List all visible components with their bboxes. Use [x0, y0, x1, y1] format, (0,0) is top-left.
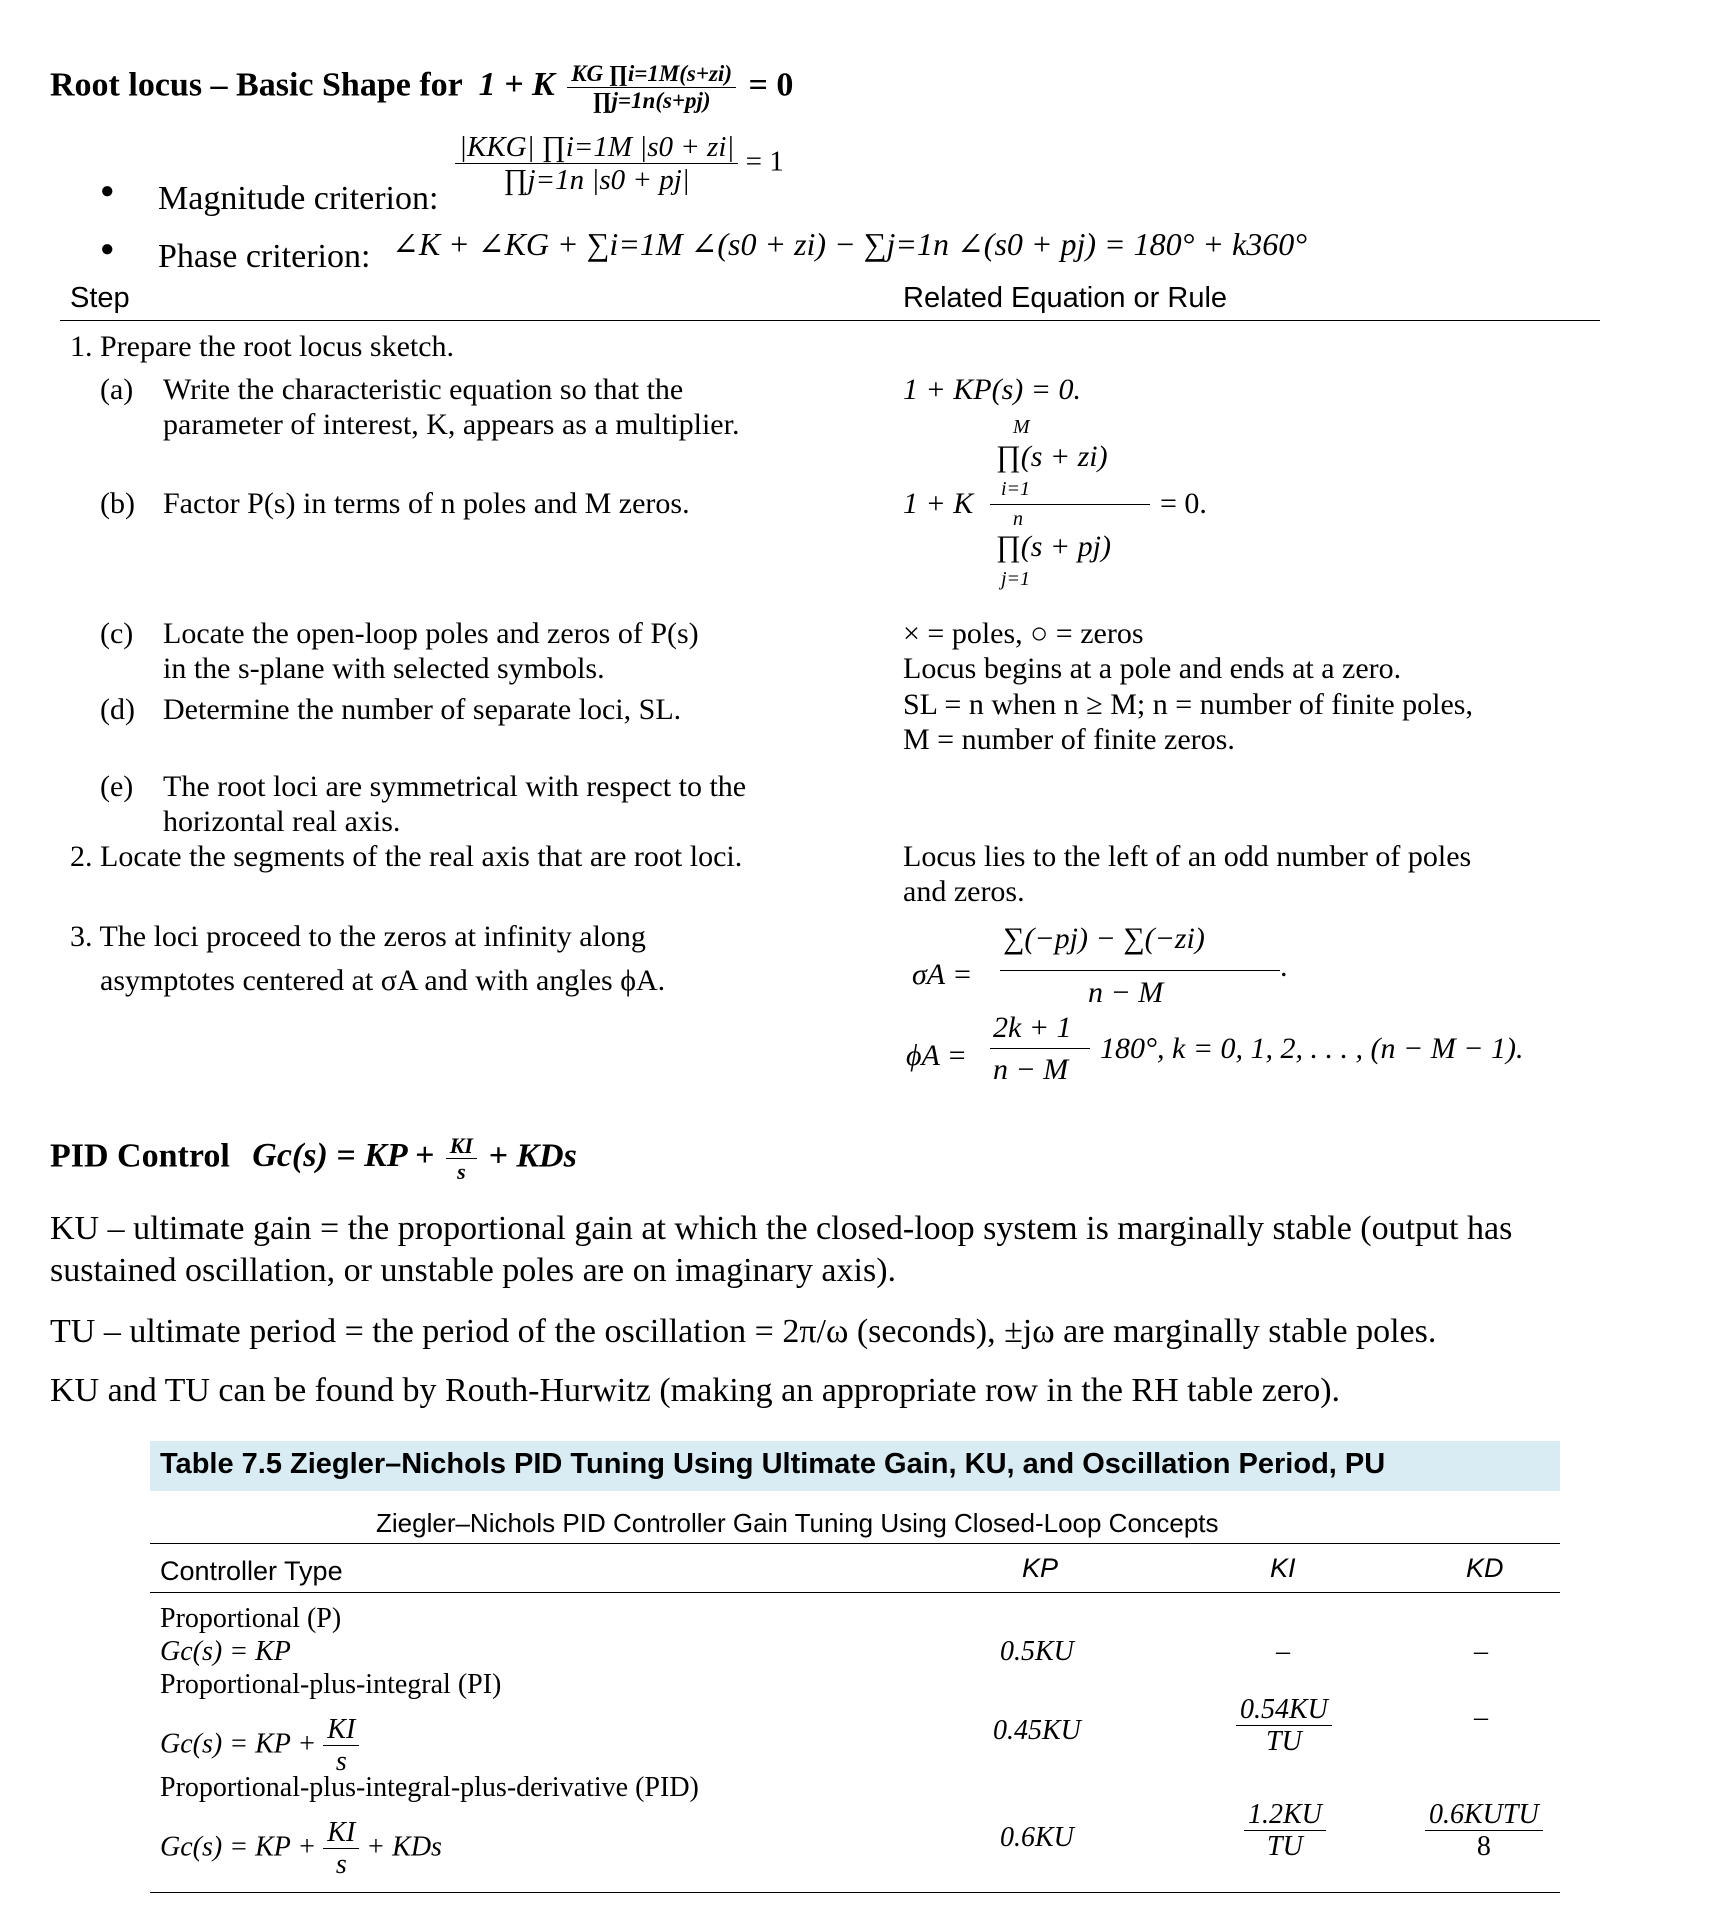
sigma-end: .	[1280, 950, 1288, 983]
zn-pid-eq	[160, 1818, 442, 1880]
zn-pid-kd-den: 8	[1476, 1831, 1491, 1863]
root-locus-heading-den: ∏j=1n(s+pj)	[592, 88, 711, 114]
zn-pid-kd-fraction	[1425, 1800, 1543, 1862]
magnitude-equation	[455, 132, 784, 196]
step-1a-label: (a)	[100, 373, 134, 406]
sigma-den: n − M	[1088, 976, 1164, 1009]
step-1d-label: (d)	[100, 693, 135, 726]
step-1a-rule: 1 + KP(s) = 0.	[903, 373, 1081, 406]
step-1b-rule-rhs: = 0.	[1160, 487, 1207, 520]
root-locus-heading-text: Root locus – Basic Shape for	[50, 66, 463, 104]
col-step-header: Step	[70, 282, 130, 314]
zn-pi-kd: –	[1474, 1702, 1488, 1733]
zn-p-eq: Gc(s) = KP	[160, 1636, 291, 1667]
step-1c-label: (c)	[100, 617, 134, 650]
prod-upper-bottom: i=1	[1001, 478, 1031, 500]
magnitude-label: Magnitude criterion:	[158, 180, 439, 217]
root-locus-heading-rhs: = 0	[748, 66, 794, 104]
step-2: 2. Locate the segments of the real axis that are root loci.	[70, 840, 743, 873]
zn-pid-name: Proportional-plus-integral-plus-derivative (PID)	[160, 1772, 699, 1803]
pid-heading-fraction	[446, 1134, 477, 1183]
zn-pid-eq-den: s	[335, 1849, 347, 1881]
step-1b-label: (b)	[100, 487, 135, 520]
zn-pid-kp: 0.6KU	[1000, 1822, 1074, 1853]
zn-pi-eq-a: Gc(s) = KP +	[160, 1728, 317, 1760]
step-1e-line2: horizontal real axis.	[163, 805, 401, 838]
step-1a-line2: parameter of interest, K, appears as a multiplier.	[163, 408, 740, 441]
zn-pi-name: Proportional-plus-integral (PI)	[160, 1669, 502, 1700]
step-1c-rule2: Locus begins at a pole and ends at a zero.	[903, 652, 1402, 685]
step-1c-rule: × = poles, ○ = zeros	[903, 617, 1144, 650]
zn-pi-eq-fraction	[323, 1715, 359, 1777]
zn-pi-ki-num: 0.54KU	[1236, 1695, 1332, 1726]
step-2-rule2: and zeros.	[903, 875, 1025, 908]
step-1b-rule-lhs: 1 + K	[903, 487, 974, 520]
sigma-num: ∑(−pj) − ∑(−zi)	[1003, 922, 1205, 955]
magnitude-den: ∏j=1n |s0 + pj|	[503, 164, 690, 197]
zn-pid-eq-a: Gc(s) = KP +	[160, 1831, 317, 1863]
zn-pi-ki-fraction	[1236, 1695, 1332, 1757]
zn-header-rule	[150, 1592, 1560, 1593]
zn-col-type: Controller Type	[160, 1556, 343, 1586]
pid-heading-eq-a: Gc(s) = KP +	[252, 1137, 435, 1175]
zn-pid-kd-num: 0.6KUTU	[1425, 1800, 1543, 1831]
step-1c-line2: in the s-plane with selected symbols.	[163, 652, 605, 685]
step-1e-label: (e)	[100, 770, 134, 803]
tu-line: TU – ultimate period = the period of the oscillation = 2π/ω (seconds), ±jω are marginally stable poles.	[50, 1313, 1437, 1350]
zn-pi-eq-num: KI	[323, 1715, 359, 1746]
zn-pi-eq-den: s	[335, 1746, 347, 1778]
steps-header-rule	[60, 320, 1600, 321]
pid-heading-num: KI	[446, 1134, 477, 1159]
pid-heading-den: s	[457, 1159, 466, 1185]
bullet-icon: ●	[100, 178, 115, 204]
phi-fraction-bar	[990, 1048, 1090, 1049]
zn-p-kp: 0.5KU	[1000, 1636, 1074, 1667]
zn-pid-eq-num: KI	[323, 1818, 359, 1849]
zn-pid-ki-fraction	[1244, 1800, 1326, 1862]
sigma-fraction-bar	[1000, 970, 1280, 971]
zn-table-title: Table 7.5 Ziegler–Nichols PID Tuning Using Ultimate Gain, KU, and Oscillation Period, PU	[160, 1448, 1386, 1480]
ku-line2: sustained oscillation, or unstable poles are on imaginary axis).	[50, 1252, 897, 1289]
zn-p-kd: –	[1474, 1636, 1488, 1667]
step-1c-line1: Locate the open-loop poles and zeros of P(s)	[163, 617, 699, 650]
rh-line: KU and TU can be found by Routh-Hurwitz (making an appropriate row in the RH table zero).	[50, 1372, 1341, 1409]
step-1b-text: Factor P(s) in terms of n poles and M zeros.	[163, 487, 690, 520]
bullet-icon: ●	[100, 236, 115, 262]
prod-lower-bottom: j=1	[1001, 568, 1031, 590]
step-2-rule1: Locus lies to the left of an odd number of poles	[903, 840, 1472, 873]
step-1d-rule1: SL = n when n ≥ M; n = number of finite poles,	[903, 688, 1473, 721]
phi-lhs: ϕA =	[906, 1039, 968, 1072]
magnitude-num: |KKG| ∏i=1M |s0 + zi|	[455, 132, 738, 164]
zn-bottom-rule	[150, 1892, 1560, 1893]
zn-col-kd: KD	[1466, 1553, 1504, 1583]
magnitude-rhs: = 1	[745, 145, 784, 178]
zn-pid-eq-b: + KDs	[366, 1831, 442, 1863]
phi-den: n − M	[993, 1053, 1069, 1086]
step-1b-fraction-bar	[990, 504, 1150, 505]
zn-subtitle-rule	[150, 1543, 1560, 1544]
pid-heading-eq-b: + KDs	[488, 1137, 577, 1175]
step-1d-text: Determine the number of separate loci, SL.	[163, 693, 682, 726]
root-locus-heading-num: KG ∏i=1M(s+zi)	[567, 62, 736, 88]
zn-pi-eq	[160, 1715, 359, 1777]
prod-upper-top: M	[1013, 416, 1030, 438]
zn-pi-ki-den: TU	[1266, 1726, 1302, 1758]
zn-pid-ki-den: TU	[1267, 1831, 1303, 1863]
step-3-line2: asymptotes centered at σA and with angles ϕA.	[100, 964, 666, 997]
zn-pid-ki	[1244, 1800, 1326, 1862]
sigma-lhs: σA =	[912, 958, 973, 991]
magnitude-fraction	[455, 132, 738, 196]
pid-heading-text: PID Control	[50, 1137, 230, 1175]
phase-equation: ∠K + ∠KG + ∑i=1M ∠(s0 + zi) − ∑j=1n ∠(s0 + pj) = 180° + k360°	[392, 226, 1308, 262]
step-3-line1: 3. The loci proceed to the zeros at infinity along	[70, 920, 646, 953]
zn-pid-kd	[1425, 1800, 1543, 1862]
zn-p-ki: –	[1276, 1636, 1290, 1667]
step-1d-rule2: M = number of finite zeros.	[903, 723, 1235, 756]
zn-pid-ki-num: 1.2KU	[1244, 1800, 1326, 1831]
pid-heading	[50, 1134, 577, 1183]
step-1b-rule-num: ∏(s + zi)	[996, 440, 1108, 473]
col-rule-header: Related Equation or Rule	[903, 282, 1228, 314]
root-locus-heading-eq-lhs: 1 + K	[478, 66, 555, 104]
step-1a-line1: Write the characteristic equation so that the	[163, 373, 684, 406]
root-locus-heading-fraction	[567, 62, 736, 113]
zn-pid-eq-fraction	[323, 1818, 359, 1880]
step-1: 1. Prepare the root locus sketch.	[70, 330, 455, 363]
zn-pi-ki	[1236, 1695, 1332, 1757]
phi-rest: 180°, k = 0, 1, 2, . . . , (n − M − 1).	[1100, 1032, 1524, 1065]
root-locus-heading	[50, 62, 793, 113]
zn-table-subtitle: Ziegler–Nichols PID Controller Gain Tuning Using Closed-Loop Concepts	[376, 1508, 1219, 1538]
step-1b-rule-den: ∏(s + pj)	[996, 530, 1111, 563]
ku-line1: KU – ultimate gain = the proportional gain at which the closed-loop system is marginally stable (output has	[50, 1210, 1513, 1247]
zn-col-ki: KI	[1270, 1553, 1296, 1583]
prod-lower-top: n	[1013, 508, 1023, 530]
phase-label: Phase criterion:	[158, 238, 371, 275]
phi-num: 2k + 1	[993, 1011, 1072, 1044]
zn-pi-kp: 0.45KU	[993, 1715, 1081, 1746]
zn-col-kp: KP	[1022, 1553, 1059, 1583]
zn-p-name: Proportional (P)	[160, 1603, 342, 1634]
step-1e-line1: The root loci are symmetrical with respect to the	[163, 770, 747, 803]
